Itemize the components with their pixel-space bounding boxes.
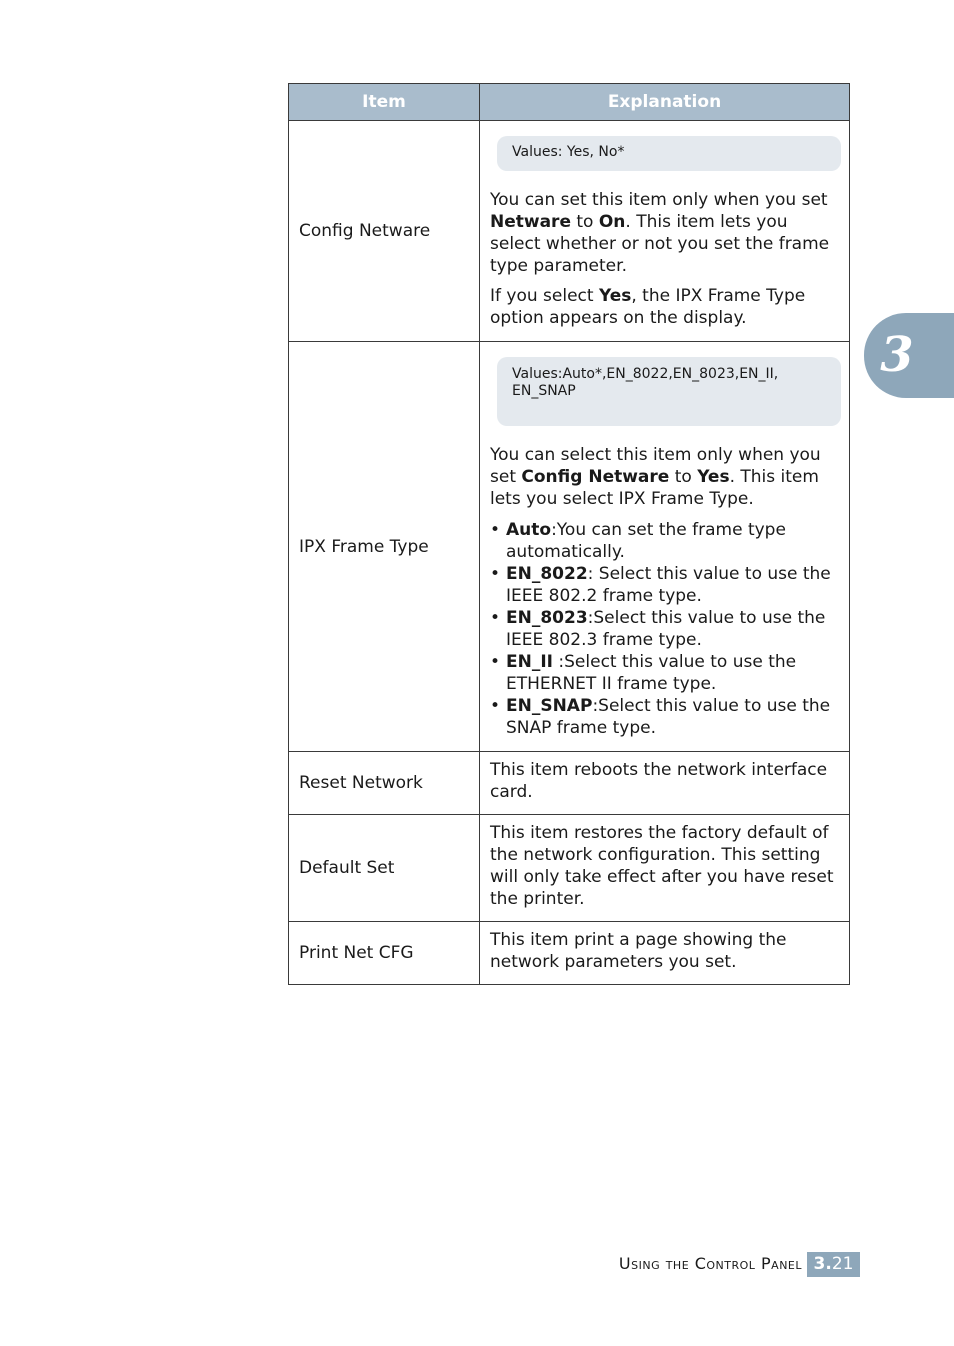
table-row	[289, 342, 850, 752]
text: You can select this item only when you set	[490, 445, 821, 487]
page-number-badge	[807, 1252, 860, 1277]
explanation-cell: This item print a page showing the network parameters you set.	[480, 922, 850, 985]
item-cell: Default Set	[289, 815, 480, 922]
table-row	[289, 752, 850, 815]
table-row	[289, 922, 850, 985]
bold-term: Yes	[697, 467, 730, 487]
bold-term: Config Netware	[521, 467, 670, 487]
settings-table	[288, 83, 850, 985]
list-item	[490, 607, 839, 651]
footer-section-title: Using the Control Panel	[618, 1254, 802, 1273]
explanation-cell	[480, 342, 850, 752]
values-box: Values: Yes, No*	[497, 136, 841, 171]
bold-term: Netware	[490, 212, 571, 232]
chapter-number: 3	[880, 327, 914, 383]
text: If you select	[490, 286, 599, 306]
values-box: Values:Auto*,EN_8022,EN_8023,EN_II, EN_SNAP	[497, 357, 841, 426]
explanation-cell	[480, 121, 850, 342]
bold-term: Auto	[506, 520, 552, 540]
bold-term: On	[598, 212, 626, 232]
text: :Select this value to use the SNAP frame type.	[506, 696, 831, 738]
frame-type-list	[490, 519, 839, 739]
explanation-paragraph	[490, 189, 839, 277]
text: You can set this item only when you set	[490, 190, 828, 210]
table-row	[289, 815, 850, 922]
item-cell: IPX Frame Type	[289, 342, 480, 752]
text: :Select this value to use the IEEE 802.3 frame type.	[506, 608, 826, 650]
text: :Select this value to use the ETHERNET II frame type.	[506, 652, 797, 694]
header-item: Item	[289, 84, 480, 121]
text: to	[669, 467, 698, 487]
explanation-paragraph	[490, 444, 839, 510]
text: to	[570, 212, 599, 232]
bold-term: EN_8022	[506, 564, 588, 584]
text: :You can set the frame type automatically.	[506, 520, 786, 562]
page-number: 21	[831, 1254, 854, 1274]
explanation-cell: This item restores the factory default of the network configuration. This setting will only take effect after you have reset the printer.	[480, 815, 850, 922]
chapter-prefix: 3.	[813, 1254, 832, 1274]
text: : Select this value to use the IEEE 802.2 frame type.	[506, 564, 831, 606]
text: . This item lets you select IPX Frame Type.	[490, 467, 819, 509]
list-item	[490, 695, 839, 739]
bold-term: Yes	[598, 286, 632, 306]
explanation-cell: This item reboots the network interface card.	[480, 752, 850, 815]
bold-term: EN_8023	[506, 608, 588, 628]
item-cell: Config Netware	[289, 121, 480, 342]
text: , the IPX Frame Type option appears on the display.	[490, 286, 806, 328]
chapter-tab	[864, 313, 954, 398]
bold-term: EN_SNAP	[506, 696, 593, 716]
list-item	[490, 563, 839, 607]
item-cell: Print Net CFG	[289, 922, 480, 985]
item-cell: Reset Network	[289, 752, 480, 815]
bold-term: EN_II	[506, 652, 553, 672]
list-item	[490, 651, 839, 695]
table-header-row	[289, 84, 850, 121]
table-row	[289, 121, 850, 342]
text: . This item lets you select whether or not you set the frame type parameter.	[490, 212, 830, 276]
list-item	[490, 519, 839, 563]
explanation-paragraph	[490, 285, 839, 329]
header-explanation: Explanation	[480, 84, 850, 121]
